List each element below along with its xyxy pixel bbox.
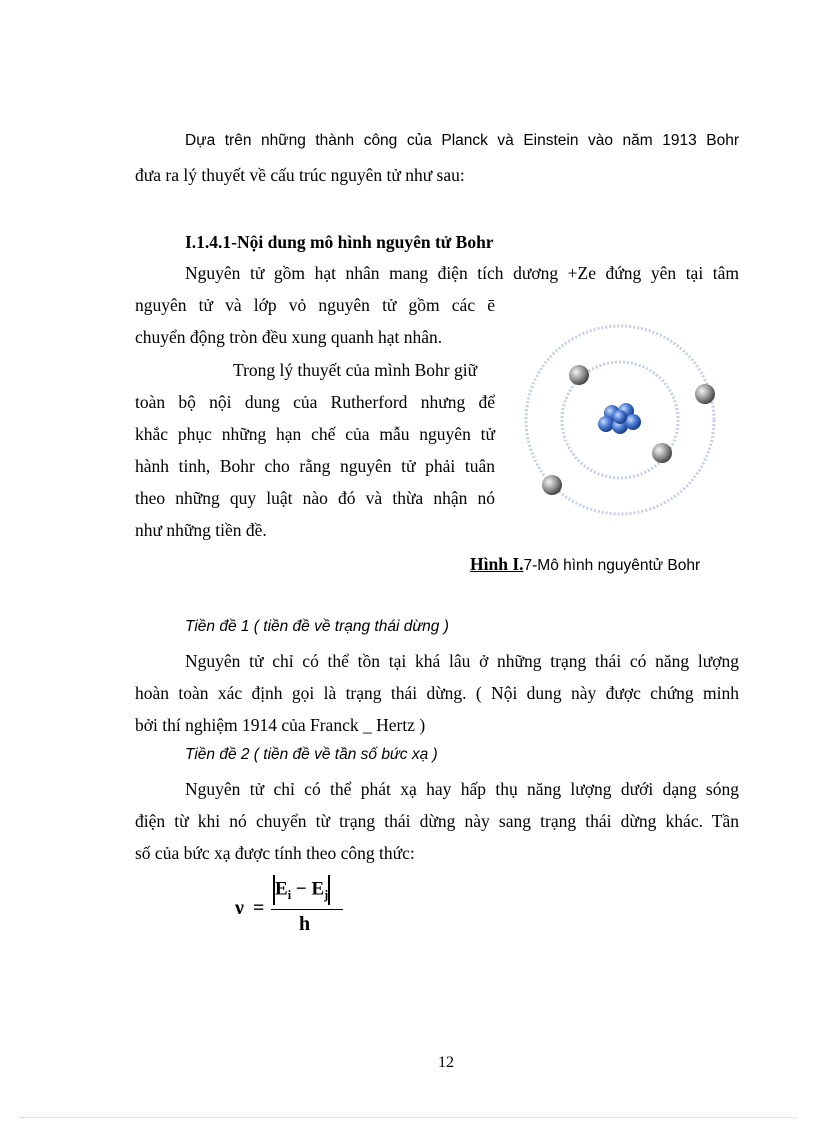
body-line-3: chuyển động tròn đều xung quanh hạt nhân. bbox=[135, 327, 443, 347]
section-heading: I.1.4.1-Nội dung mô hình nguyên tử Bohr bbox=[185, 232, 494, 252]
frequency-formula bbox=[235, 873, 355, 939]
intro-line-1: Dựa trên những thành công của Planck và Einstein vào năm 1913 Bohr bbox=[185, 132, 739, 149]
bohr-atom-figure bbox=[512, 318, 742, 523]
body-line-6: khắc phục những hạn chế của mẫu nguyên tử bbox=[135, 424, 495, 444]
formula-equals: = bbox=[253, 897, 265, 919]
electron bbox=[652, 443, 672, 463]
body-line-7: hành tinh, Bohr cho rằng nguyên tử phải tuân bbox=[135, 456, 495, 476]
body-line-1: Nguyên tử gồm hạt nhân mang điện tích dương +Ze đứng yên tại tâm bbox=[185, 263, 739, 283]
postulate-2-line-2: điện từ khi nó chuyển từ trạng thái dừng này sang trạng thái dừng khác. Tần bbox=[135, 811, 739, 831]
postulate-2-title: Tiền đề 2 ( tiền đề về tần số bức xạ ) bbox=[185, 746, 438, 763]
figure-caption-text: 7-Mô hình nguyêntử Bohr bbox=[523, 557, 701, 574]
formula-numerator: $E_i - E_j$ bbox=[273, 875, 330, 905]
postulate-1-line-2: hoàn toàn xác định gọi là trạng thái dừng. ( Nội dung này được chứng minh bbox=[135, 683, 739, 703]
page-bottom-border bbox=[20, 1117, 796, 1118]
body-line-5: toàn bộ nội dung của Rutherford nhưng để bbox=[135, 392, 495, 412]
electron bbox=[542, 475, 562, 495]
page-number: 12 bbox=[438, 1054, 454, 1071]
figure-caption bbox=[470, 554, 700, 575]
electron bbox=[695, 384, 715, 404]
body-line-2: nguyên tử và lớp vỏ nguyên tử gồm các ē bbox=[135, 295, 495, 315]
postulate-2-line-3: số của bức xạ được tính theo công thức: bbox=[135, 843, 415, 863]
figure-caption-label: Hình I. bbox=[470, 554, 524, 574]
postulate-1-title: Tiền đề 1 ( tiền đề về trạng thái dừng ) bbox=[185, 618, 449, 635]
postulate-1-line-1: Nguyên tử chỉ có thể tồn tại khá lâu ở những trạng thái có năng lượng bbox=[185, 651, 739, 671]
body-line-4: Trong lý thuyết của mình Bohr giữ bbox=[233, 360, 478, 380]
formula-nu: ν bbox=[235, 897, 244, 919]
formula-denominator: h bbox=[299, 913, 311, 935]
nucleus bbox=[598, 403, 641, 434]
electron bbox=[569, 365, 589, 385]
body-line-8: theo những quy luật nào đó và thừa nhận nó bbox=[135, 488, 495, 508]
intro-line-2: đưa ra lý thuyết về cấu trúc nguyên tử như sau: bbox=[135, 165, 465, 185]
postulate-2-line-1: Nguyên tử chỉ có thể phát xạ hay hấp thụ năng lượng dưới dạng sóng bbox=[185, 779, 739, 799]
formula-fraction-line bbox=[271, 909, 343, 910]
body-line-9: như những tiền đề. bbox=[135, 520, 267, 540]
postulate-1-line-3: bởi thí nghiệm 1914 của Franck _ Hertz ) bbox=[135, 715, 426, 735]
